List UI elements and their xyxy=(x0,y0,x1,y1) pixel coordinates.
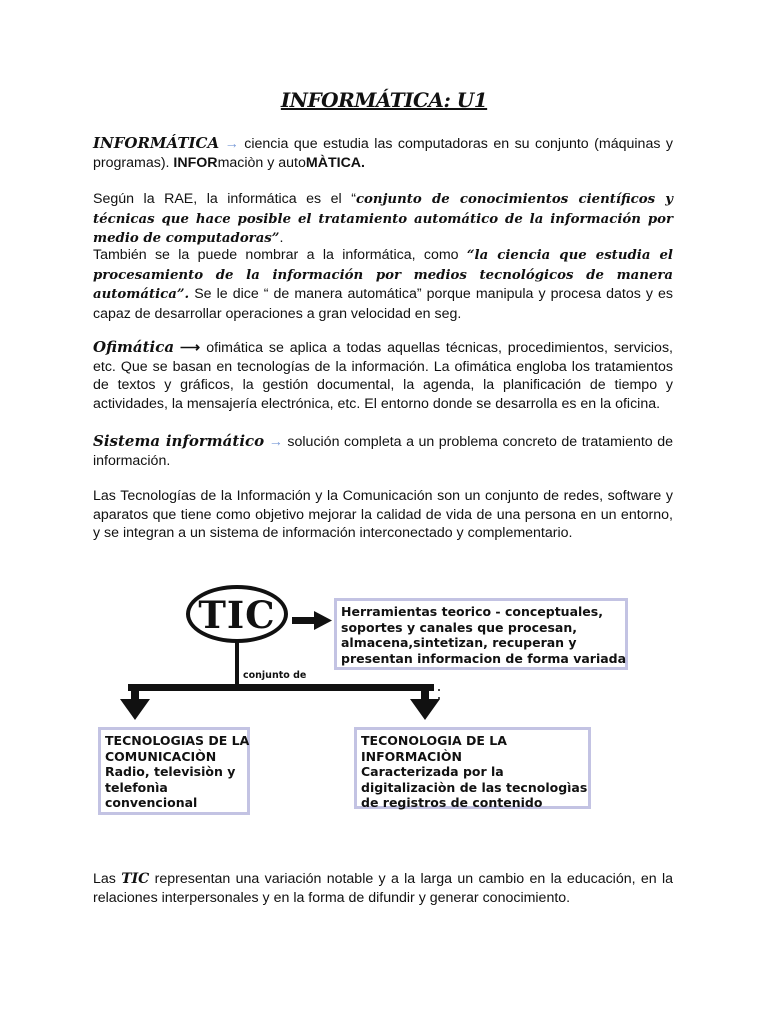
tic-impact-text: representan una variación notable y a la larga un cambio en la educación, en la relaciones interpersonales y en la forma de difundir y generar conocimiento. xyxy=(93,871,673,906)
box-line: TECNOLOGIAS DE LA xyxy=(105,733,250,748)
box-line: almacena,sintetizan, recuperan y xyxy=(341,635,577,650)
box-line: INFORMACIÒN xyxy=(361,748,462,764)
box-line: TECONOLOGIA DE LA xyxy=(361,733,507,748)
rae-end: . xyxy=(279,230,284,246)
box-line: telefonìa xyxy=(105,779,168,795)
box-line: Radio, televisiòn y xyxy=(105,764,236,779)
rae-intro: Según la RAE, la informática es el “ xyxy=(93,191,356,207)
tic-node: TIC xyxy=(186,585,288,643)
box-line: convencional xyxy=(105,795,198,810)
tambien-end: Se le dice “ de manera automática” porque manipula y procesa datos y es capaz de desarrollar operaciones a gran velocidad en seg. xyxy=(93,286,673,322)
herramientas-box xyxy=(334,598,628,670)
box-line: Herramientas teorico - conceptuales, xyxy=(341,604,603,619)
bold-matica: MÀTICA. xyxy=(305,154,365,171)
term-sistema-informatico: Sistema informático xyxy=(93,432,265,450)
paragraph-informatica xyxy=(93,134,673,172)
box-line: Caracterizada por la xyxy=(361,764,504,779)
term-tic: TIC xyxy=(121,871,150,887)
arrow-icon: → xyxy=(268,434,283,450)
box-line: digitalizaciòn de las tecnologìas xyxy=(361,779,588,795)
term-informatica: INFORMÁTICA xyxy=(93,134,220,152)
tic-diagram xyxy=(90,580,650,830)
definition-text: ciencia que estudia las computadoras en su conjunto (máquinas y programas). xyxy=(93,136,674,171)
box-line: COMUNICACIÒN xyxy=(105,748,217,764)
bold-infor: INFOR xyxy=(173,154,218,171)
paragraph-sistema xyxy=(93,432,673,470)
paragraph-tic-impact xyxy=(93,870,673,907)
comunicacion-box xyxy=(98,727,250,815)
term-ofimatica: Ofimática xyxy=(93,338,175,356)
paragraph-tic-definition xyxy=(93,487,673,543)
sistema-text: solución completa a un problema concreto de tratamiento de información. xyxy=(93,434,673,469)
tic-definition-text: Las Tecnologías de la Información y la Comunicación son un conjunto de redes, software y aparatos que tiene como objetivo mejorar la calidad de vida de una persona en un entorno, y se integran a un sistema de información interconectado y complementario. xyxy=(93,488,673,541)
paragraph-tambien xyxy=(93,246,673,323)
document-title: INFORMÁTICA: U1 xyxy=(280,88,488,112)
arrow-icon: → xyxy=(224,136,239,152)
arrow-icon: ⟶ xyxy=(179,340,201,356)
box-line: de registros de contenido xyxy=(361,795,543,810)
connector-label: conjunto de xyxy=(243,670,307,681)
etymology-text: maciòn y auto xyxy=(217,154,306,171)
rae-quote: conjunto de conocimientos científicos y técnicas que hace posible el tratamiento automático de la información por medio de computadoras” xyxy=(93,192,674,246)
paragraph-rae xyxy=(93,190,673,249)
tambien-quote: “la ciencia que estudia el procesamiento de la información por medios tecnológicos de manera automática”. xyxy=(93,248,673,302)
ofimatica-text: ofimática se aplica a todas aquellas técnicas, procedimientos, servicios, etc. Que se basan en tecnologías de la información. La ofimática engloba los tratamientos de textos y gráficos, la gestión documental, la agenda, la planificación de tiempo y actividades, la mensajería electrónica, etc. El entorno donde se desarrolla es en la oficina. xyxy=(93,340,673,412)
informacion-box xyxy=(354,727,591,809)
box-line: soportes y canales que procesan, xyxy=(341,619,577,635)
paragraph-ofimatica xyxy=(93,338,673,413)
tic-impact-intro: Las xyxy=(93,871,122,887)
tambien-intro: También se la puede nombrar a la informática, como xyxy=(93,247,467,263)
box-line: presentan informacion de forma variada xyxy=(341,650,627,666)
